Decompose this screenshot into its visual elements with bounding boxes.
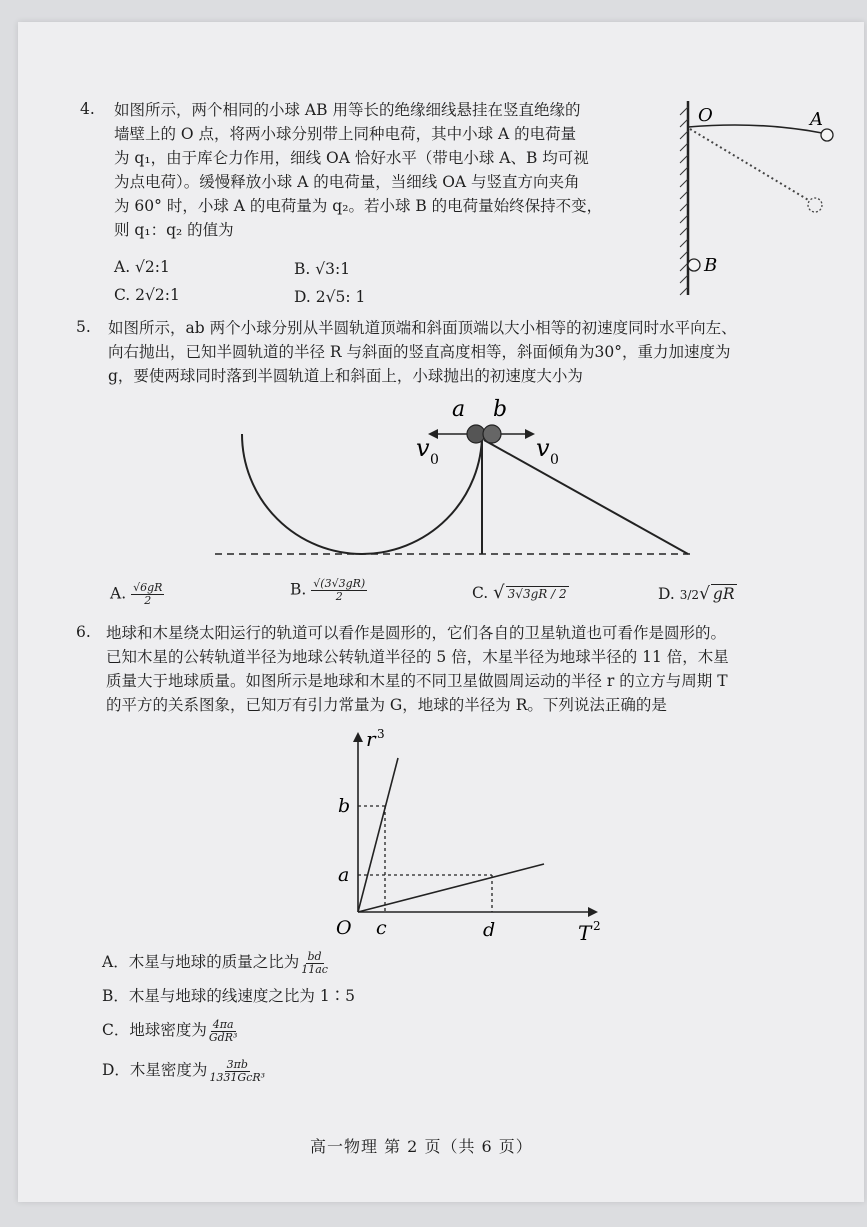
q6-number: 6. bbox=[76, 623, 91, 641]
tick-d: d bbox=[483, 919, 496, 941]
option-a-numerator: √6gR bbox=[133, 581, 163, 594]
q5-option-b: B. $\frac{√(3√3gR)}{2}$ bbox=[290, 577, 366, 603]
option-d-denominator: 1331GcR³ bbox=[209, 1070, 266, 1084]
q6-graph bbox=[320, 728, 620, 948]
option-d-numerator: 3πb bbox=[226, 1057, 248, 1071]
q6-line-4: 的平方的关系图象，已知万有引力常量为 G，地球的半径为 R。下列说法正确的是 bbox=[106, 696, 667, 714]
option-d-radicand: gR bbox=[712, 585, 735, 603]
earth-line bbox=[358, 864, 544, 912]
q6-stem bbox=[106, 621, 851, 717]
label-b: B bbox=[704, 255, 718, 276]
q5-figure bbox=[200, 388, 700, 578]
option-c-radicand: 3√3gR / 2 bbox=[507, 587, 567, 601]
label-a: A bbox=[810, 109, 823, 130]
wall bbox=[680, 101, 688, 295]
ball-b bbox=[483, 425, 501, 443]
q4-figure bbox=[670, 95, 845, 300]
label-a: a bbox=[452, 397, 466, 422]
label-v0-right-sub: 0 bbox=[550, 452, 559, 468]
q5-option-d: D. 3/2√ gR bbox=[658, 584, 735, 604]
label-v0-left: v bbox=[416, 434, 430, 462]
string-oa bbox=[688, 125, 822, 133]
option-b-denominator: 2 bbox=[335, 590, 343, 603]
q5-stem bbox=[108, 316, 848, 388]
q4-line-2: 墙壁上的 O 点，将两小球分别带上同种电荷，其中小球 A 的电荷量 bbox=[114, 125, 577, 143]
q5-number: 5. bbox=[76, 318, 91, 336]
option-d-coefficient: 3/2 bbox=[679, 588, 700, 602]
q4-line-6: 则 q₁：q₂ 的值为 bbox=[114, 221, 234, 239]
q5-line-3: g，要使两球同时落到半圆轨道上和斜面上，小球抛出的初速度大小为 bbox=[108, 367, 583, 385]
q6-option-b: B．木星与地球的线速度之比为 1∶5 bbox=[102, 987, 356, 1005]
ball-b bbox=[688, 259, 700, 271]
q5-option-a: A. $\frac{√6gR}{2}$ bbox=[110, 581, 163, 607]
q5-option-c: C. √ 3√3gR / 2 bbox=[472, 582, 567, 603]
q4-option-b: B. √3:1 bbox=[294, 260, 351, 278]
q6-option-c: C．地球密度为 $\frac{4\pi a}{\text{GdR³}}$ bbox=[102, 1017, 238, 1044]
y-label-exponent: 3 bbox=[377, 728, 385, 741]
label-v0-left-sub: 0 bbox=[430, 452, 439, 468]
q4-option-a: A. √2:1 bbox=[114, 258, 170, 276]
q4-line-3: 为 q₁，由于库仑力作用，细线 OA 恰好水平（带电小球 A、B 均可视 bbox=[114, 149, 589, 167]
q6-option-d: D．木星密度为 $\frac{3\pi b}{\text{1331GcR³}}$ bbox=[102, 1057, 266, 1084]
label-v0-right: v bbox=[536, 434, 550, 462]
option-c-numerator: 4πa bbox=[212, 1017, 234, 1031]
string-dashed bbox=[690, 129, 810, 201]
q4-line-1: 如图所示，两个相同的小球 AB 用等长的绝缘细线悬挂在竖直绝缘的 bbox=[114, 101, 581, 119]
q4-stem bbox=[114, 98, 674, 242]
option-a-denominator: 11ac bbox=[301, 962, 328, 976]
semicircle-track bbox=[242, 434, 482, 554]
tick-c: c bbox=[376, 917, 387, 939]
page-footer: 高一物理 第 2 页（共 6 页） bbox=[310, 1137, 533, 1156]
q4-number: 4. bbox=[80, 100, 95, 118]
ball-a-new-position bbox=[808, 198, 822, 212]
q4-line-5: 为 60° 时，小球 A 的电荷量为 q₂。若小球 B 的电荷量始终保持不变， bbox=[114, 197, 603, 215]
q6-line-2: 已知木星的公转轨道半径为地球公转轨道半径的 5 倍，木星半径为地球半径的 11 倍，木星 bbox=[106, 648, 729, 666]
origin-label: O bbox=[336, 917, 352, 939]
ball-a bbox=[821, 129, 833, 141]
q6-option-a: A．木星与地球的质量之比为 $\frac{bd}{11ac}$ bbox=[102, 949, 328, 976]
x-label: T bbox=[578, 921, 592, 945]
label-b: b bbox=[493, 397, 508, 422]
q5-line-1: 如图所示，ab 两个小球分别从半圆轨道顶端和斜面顶端以大小相等的初速度同时水平向左、 bbox=[108, 319, 737, 337]
q6-line-1: 地球和木星绕太阳运行的轨道可以看作是圆形的，它们各自的卫星轨道也可看作是圆形的。 bbox=[106, 624, 727, 642]
x-label-exponent: 2 bbox=[593, 919, 601, 933]
incline-slope bbox=[484, 440, 688, 554]
q5-line-2: 向右抛出，已知半圆轨道的半径 R 与斜面的竖直高度相等，斜面倾角为30°，重力加速度为 bbox=[108, 343, 731, 361]
q4-line-4: 为点电荷）。缓慢释放小球 A 的电荷量，当细线 OA 与竖直方向夹角 bbox=[114, 173, 580, 191]
option-a-numerator: bd bbox=[307, 949, 322, 963]
tick-a: a bbox=[338, 864, 350, 886]
q4-option-c: C. 2√2:1 bbox=[114, 286, 180, 304]
option-c-denominator: GdR³ bbox=[208, 1030, 238, 1044]
option-a-denominator: 2 bbox=[144, 594, 152, 607]
ball-a bbox=[467, 425, 485, 443]
y-label: r bbox=[366, 728, 376, 751]
q6-line-3: 质量大于地球质量。如图所示是地球和木星的不同卫星做圆周运动的半径 r 的立方与周期 T bbox=[106, 672, 728, 690]
jupiter-line bbox=[358, 758, 398, 912]
label-o: O bbox=[698, 105, 713, 126]
tick-b: b bbox=[338, 795, 351, 817]
q4-option-d: D. 2√5: 1 bbox=[294, 288, 366, 306]
option-b-numerator: √(3√3gR) bbox=[313, 577, 366, 590]
